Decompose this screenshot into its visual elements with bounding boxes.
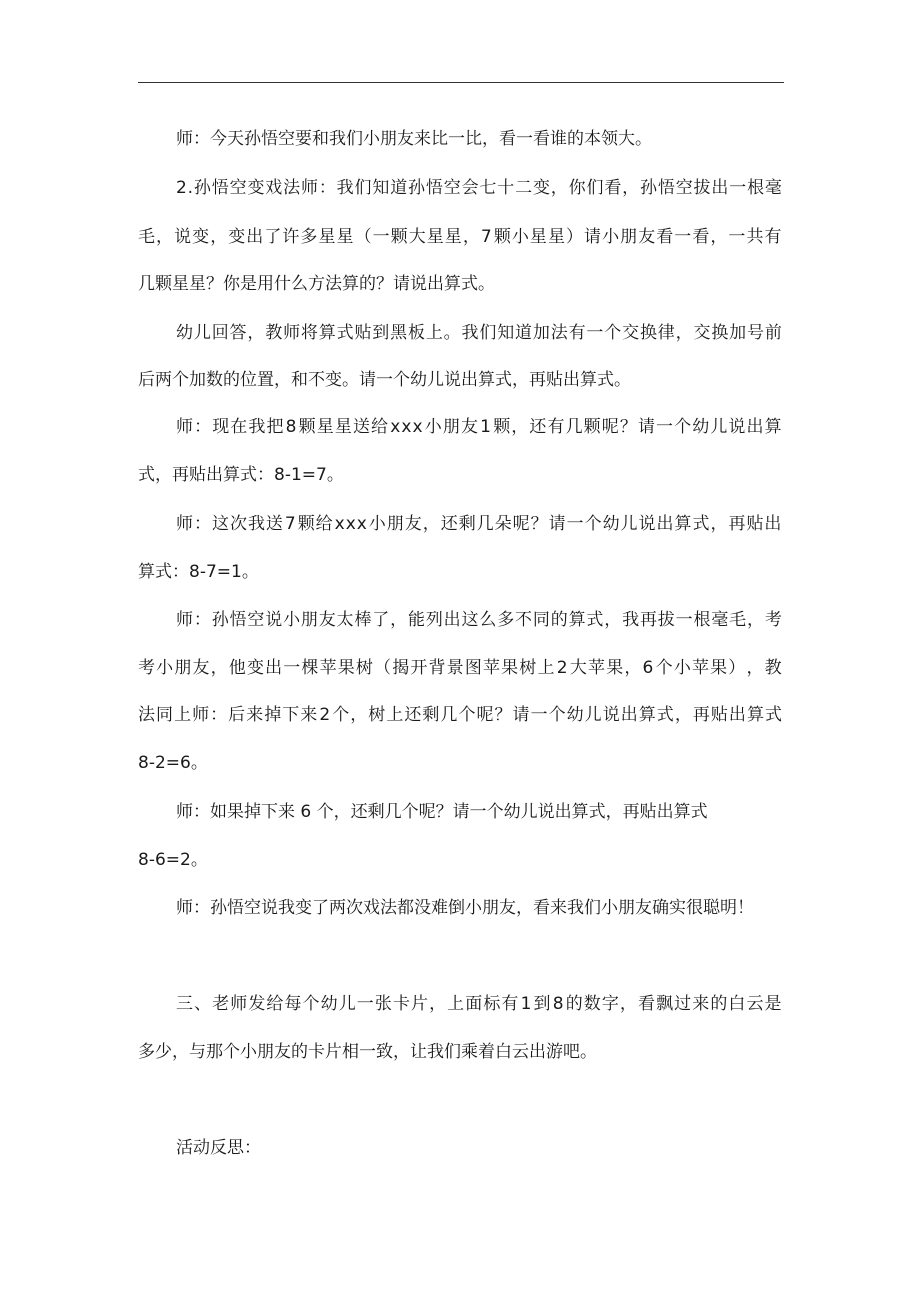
text-line: 师：如果掉下来 6 个，还剩几个呢？请一个幼儿说出算式，再贴出算式 [176, 802, 708, 822]
text-line: 算式：8-7=1。 [138, 562, 259, 582]
text-line: 2 . 孙 悟 空 变 戏 法 师 ： 我 们 知 道 孙 悟 空 会 七 十 二 变 ， 你 们 看 ， 孙 悟 空 拔 出 一 根 毫 [176, 178, 782, 198]
text-line: 8-2=6。 [138, 753, 208, 773]
text-line: 三 、 老 师 发 给 每 个 幼 儿 一 张 卡 片 ， 上 面 标 有 1 到 8 的 数 字 ， 看 飘 过 来 的 白 云 是 [176, 994, 782, 1014]
text-line: 毛 ， 说 变 ， 变 出 了 许 多 星 星 （ 一 颗 大 星 星 ， 7 颗 小 星 星 ） 请 小 朋 友 看 一 看 ， 一 共 有 [138, 227, 782, 247]
text-line: 师：孙悟空说我变了两次戏法都没难倒小朋友，看来我们小朋友确实很聪明！ [176, 898, 754, 918]
section-heading: 活动反思： [176, 1138, 261, 1158]
text-line: 式，再贴出算式：8-1=7。 [138, 465, 344, 485]
text-line: 法 同 上 师 ： 后 来 掉 下 来 2 个 ， 树 上 还 剩 几 个 呢 ？ 请 一 个 幼 儿 说 出 算 式 ， 再 贴 出 算 式 [138, 705, 782, 725]
text-line: 师 ： 孙 悟 空 说 小 朋 友 太 棒 了 ， 能 列 出 这 么 多 不 同 的 算 式 ， 我 再 拔 一 根 毫 毛 ， 考 [176, 610, 782, 630]
text-line: 多少，与那个小朋友的卡片相一致，让我们乘着白云出游吧。 [138, 1042, 597, 1062]
text-line: 幼 儿 回 答 ， 教 师 将 算 式 贴 到 黑 板 上 。 我 们 知 道 加 法 有 一 个 交 换 律 ， 交 换 加 号 前 [176, 323, 782, 343]
text-line: 后两个加数的位置，和不变。请一个幼儿说出算式，再贴出算式。 [138, 370, 631, 390]
text-line: 几颗星星？你是用什么方法算的？请说出算式。 [138, 274, 495, 294]
header-rule [138, 82, 784, 83]
text-line: 师 ： 现 在 我 把 8 颗 星 星 送 给 x x x 小 朋 友 1 颗 ， 还 有 几 颗 呢 ？ 请 一 个 幼 儿 说 出 算 [176, 417, 782, 437]
text-line: 师 ： 这 次 我 送 7 颗 给 x x x 小 朋 友 ， 还 剩 几 朵 呢 ？ 请 一 个 幼 儿 说 出 算 式 ， 再 贴 出 [176, 514, 782, 534]
text-line: 师：今天孙悟空要和我们小朋友来比一比，看一看谁的本领大。 [176, 129, 652, 149]
text-line: 考 小 朋 友 ， 他 变 出 一 棵 苹 果 树 （ 揭 开 背 景 图 苹 果 树 上 2 大 苹 果 ， 6 个 小 苹 果 ） ， 教 [138, 658, 782, 678]
text-line: 8-6=2。 [138, 850, 208, 870]
